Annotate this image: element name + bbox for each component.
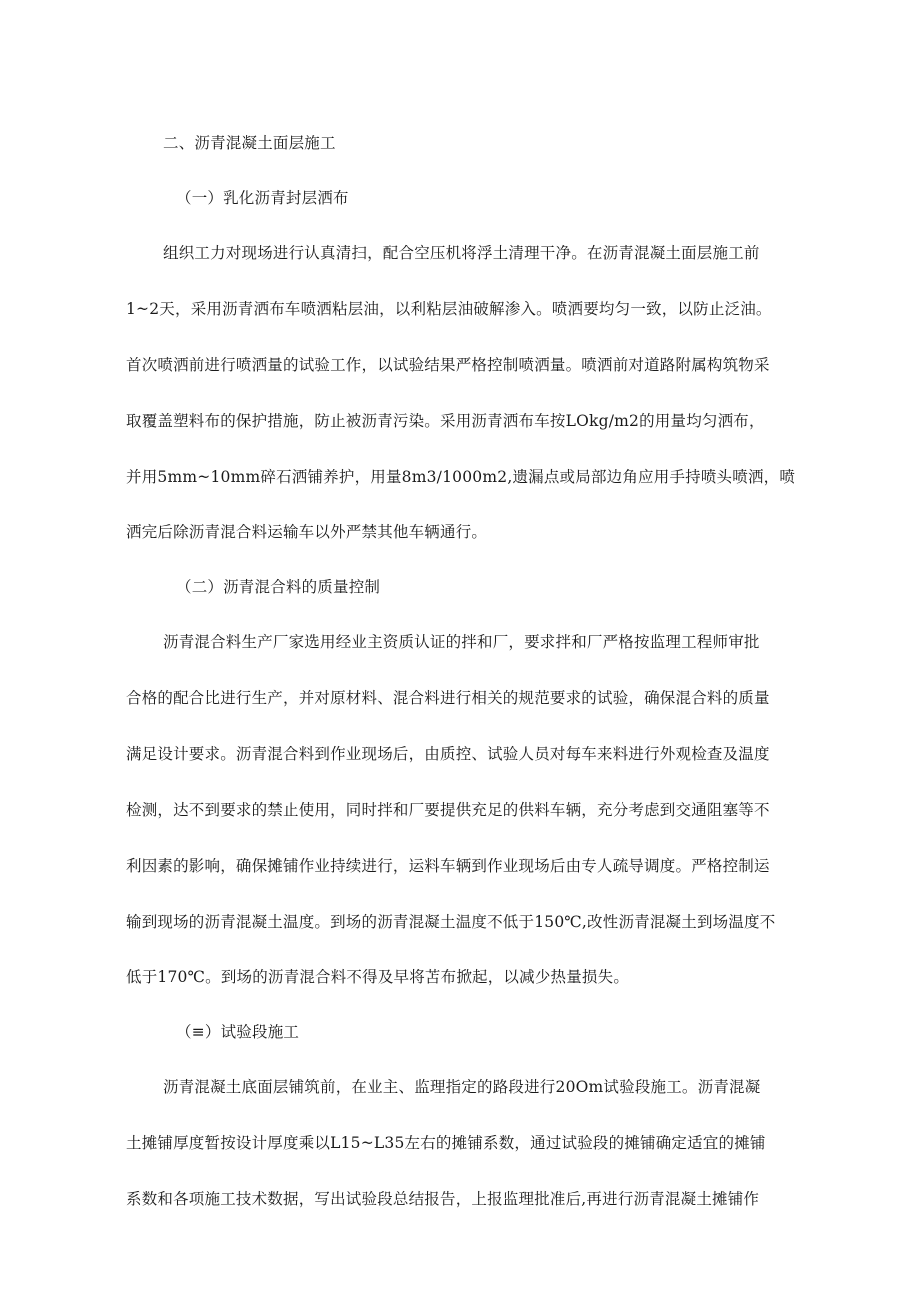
paragraph-line: 合格的配合比进行生产，并对原材料、混合料进行相关的规范要求的试验，确保混合料的质量 <box>126 689 770 707</box>
paragraph-line: 洒完后除沥青混合料运输车以外严禁其他车辆通行。 <box>126 523 488 541</box>
paragraph-line: 并用5mm~10mm碎石洒铺养护，用量8m3∕1000m2,遗漏点或局部边角应用手持喷头喷洒，喷 <box>126 468 796 486</box>
subsection-3-title: （≡）试验段施工 <box>176 1023 300 1041</box>
paragraph-line: 系数和各项施工技术数据，写出试验段总结报告，上报监理批准后,再进行沥青混凝土摊铺作 <box>126 1190 760 1208</box>
paragraph-line: 取覆盖塑料布的保护措施，防止被沥青污染。采用沥青洒布车按LOkg/m2的用量均匀洒布， <box>126 412 765 430</box>
paragraph-line: 1~2天，采用沥青洒布车喷洒粘层油，以利粘层油破解渗入。喷洒要均匀一致，以防止泛油。 <box>126 300 772 318</box>
paragraph-line: 满足设计要求。沥青混合料到作业现场后，由质控、试验人员对每车来料进行外观检查及温度 <box>126 745 770 763</box>
paragraph-line: 低于170℃。到场的沥青混合料不得及早将苫布掀起，以减少热量损失。 <box>126 968 630 986</box>
section-title: 二、沥青混凝土面层施工 <box>163 134 336 152</box>
paragraph-line: 利因素的影响，确保摊铺作业持续进行，运料车辆到作业现场后由专人疏导调度。严格控制运 <box>126 857 770 875</box>
subsection-2-title: （二）沥青混合料的质量控制 <box>176 578 381 596</box>
subsection-1-title: （一）乳化沥青封层洒布 <box>176 189 349 207</box>
paragraph-line: 组织工力对现场进行认真清扫，配合空压机将浮土清理干净。在沥青混凝土面层施工前 <box>163 244 760 262</box>
paragraph-line: 检测，达不到要求的禁止使用，同时拌和厂要提供充足的供料车辆，充分考虑到交通阻塞等不 <box>126 801 770 819</box>
paragraph-line: 首次喷洒前进行喷洒量的试验工作，以试验结果严格控制喷洒量。喷洒前对道路附属构筑物采 <box>126 356 770 374</box>
paragraph-line: 沥青混凝土底面层铺筑前，在业主、监理指定的路段进行20Om试验段施工。沥青混凝 <box>163 1078 761 1096</box>
paragraph-line: 土摊铺厚度暂按设计厚度乘以L15~L35左右的摊铺系数，通过试验段的摊铺确定适宜的摊铺 <box>126 1134 766 1152</box>
paragraph-line: 输到现场的沥青混凝土温度。到场的沥青混凝土温度不低于150℃,改性沥青混凝土到场温度不 <box>126 913 776 931</box>
paragraph-line: 沥青混合料生产厂家选用经业主资质认证的拌和厂，要求拌和厂严格按监理工程师审批 <box>163 633 760 651</box>
